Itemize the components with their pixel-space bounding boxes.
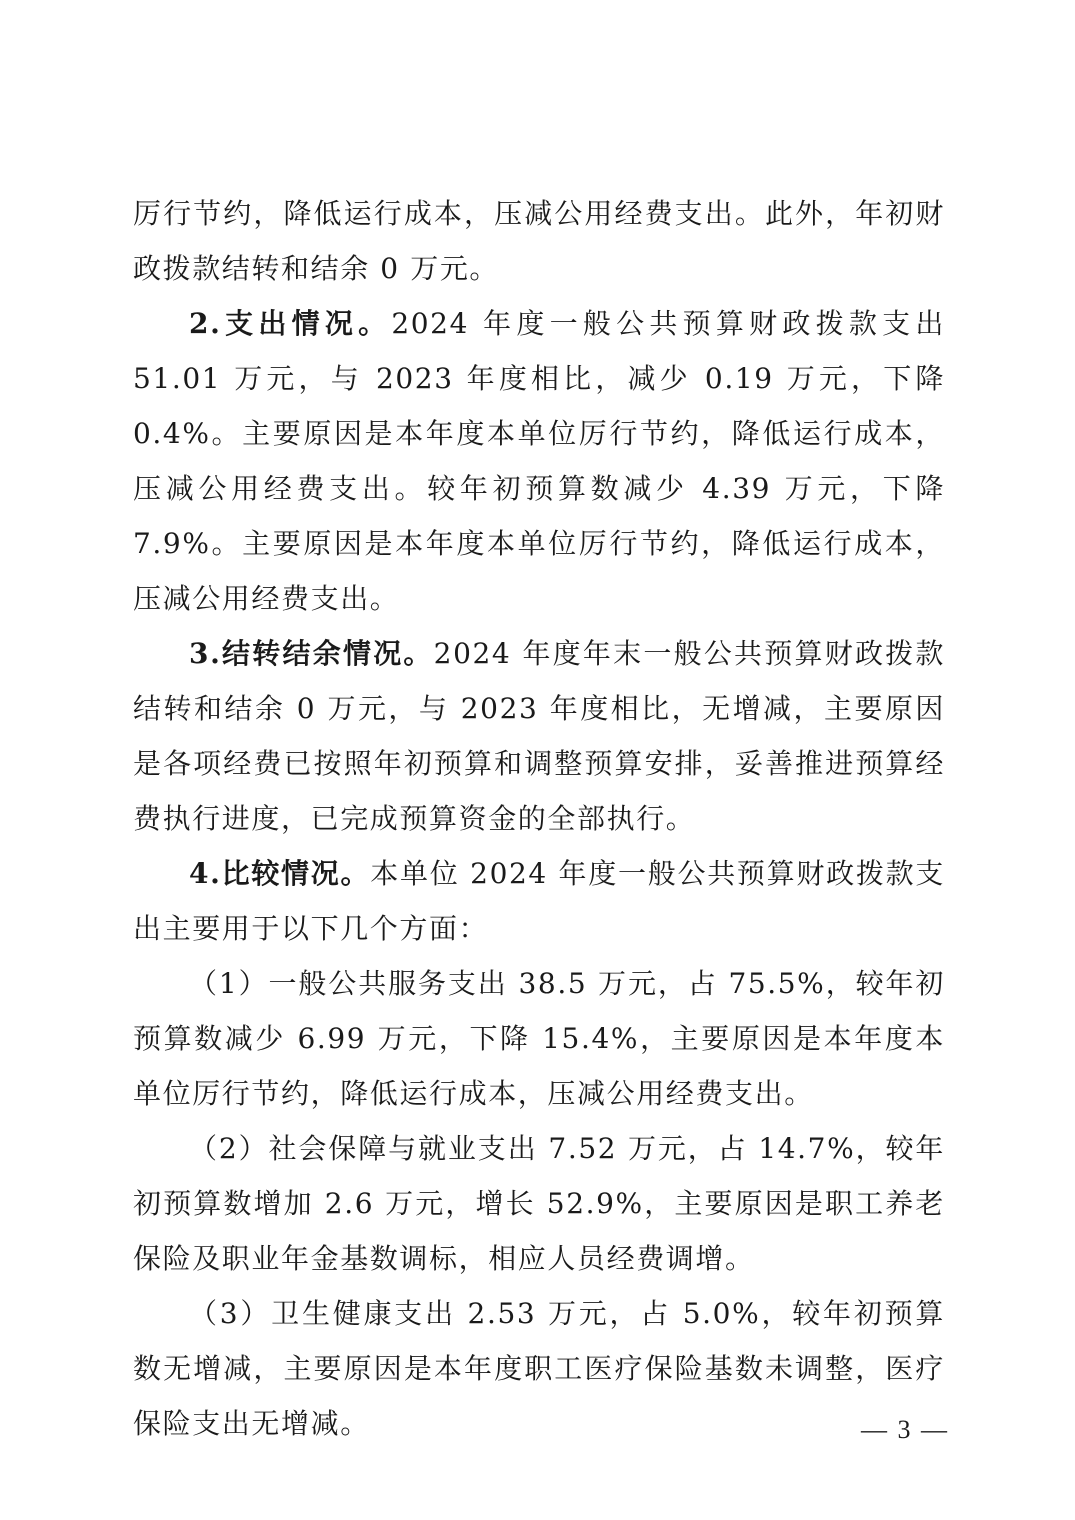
paragraph-text: 厉行节约，降低运行成本，压减公用经费支出。此外，年初财政拨款结转和结余 0 万元。 [133,197,945,285]
paragraph-balance [133,626,945,846]
section-heading-expenditure: 2.支出情况。 [189,307,392,340]
paragraph-item-health [133,1286,945,1451]
section-heading-comparison: 4.比较情况。 [189,857,371,890]
paragraph-text: （3）卫生健康支出 2.53 万元，占 5.0%，较年初预算数无增减，主要原因是本年度职工医疗保险基数未调整，医疗保险支出无增减。 [133,1297,945,1440]
paragraph-carryover [133,186,945,296]
paragraph-text: （1）一般公共服务支出 38.5 万元，占 75.5%，较年初预算数减少 6.99 万元，下降 15.4%，主要原因是本年度本单位厉行节约，降低运行成本，压减公用经费支出。 [133,967,945,1110]
paragraph-expenditure [133,296,945,626]
paragraph-text: 2024 年度一般公共预算财政拨款支出 51.01 万元，与 2023 年度相比，减少 0.19 万元，下降 0.4%。主要原因是本年度本单位厉行节约，降低运行成本，压减公用经费支出。较年初预算数减少 4.39 万元，下降 7.9%。主要原因是本年度本单位厉行节约，降低运行成本，压减公用经费支出。 [133,307,946,615]
section-heading-balance: 3.结转结余情况。 [189,637,434,670]
paragraph-comparison [133,846,945,956]
body-text [133,186,945,1451]
paragraph-item-general-services [133,956,945,1121]
paragraph-text: 本单位 2024 年度一般公共预算财政拨款支出主要用于以下几个方面： [133,857,945,945]
paragraph-text: 2024 年度年末一般公共预算财政拨款结转和结余 0 万元，与 2023 年度相比，无增减，主要原因是各项经费已按照年初预算和调整预算安排，妥善推进预算经费执行进度，已完成预算资金的全部执行。 [133,637,945,835]
paragraph-text: （2）社会保障与就业支出 7.52 万元，占 14.7%，较年初预算数增加 2.6 万元，增长 52.9%，主要原因是职工养老保险及职业年金基数调标，相应人员经费调增。 [133,1132,945,1275]
paragraph-item-social-security [133,1121,945,1286]
page-number: — 3 — [861,1415,949,1444]
